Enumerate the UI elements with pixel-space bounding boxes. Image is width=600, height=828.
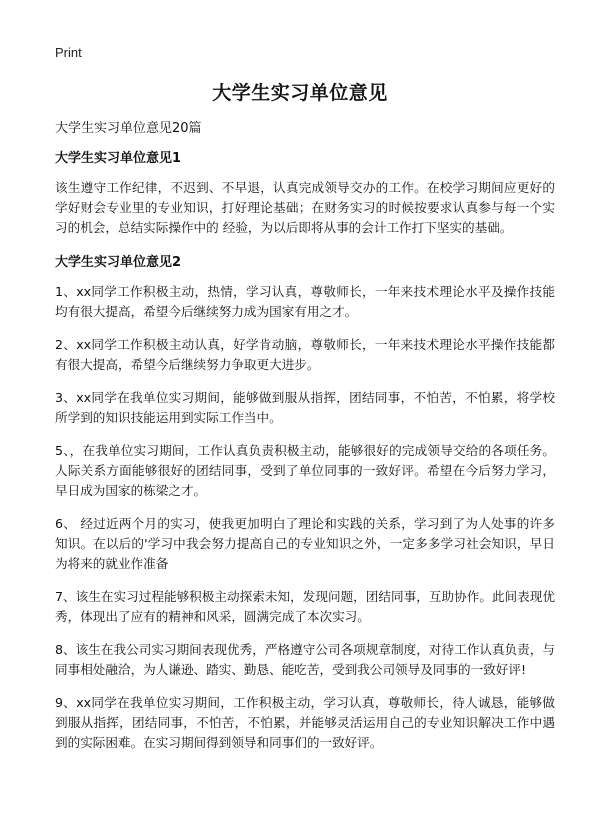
- section-heading: 大学生实习单位意见2: [55, 255, 182, 270]
- paragraph-item-3: 3、xx同学在我单位实习期间，能够做到服从指挥，团结同事，不怕苦，不怕累，将学校所学到的知识技能运用到实际工作当中。: [55, 390, 555, 425]
- section-heading: 大学生实习单位意见1: [55, 151, 182, 166]
- document-body: [55, 120, 555, 766]
- paragraph-item-7: 7、该生在实习过程能够积极主动探索未知，发现问题，团结同事，互助协作。此间表现优秀，体现出了应有的精神和风采，圆满完成了本次实习。: [55, 589, 555, 624]
- paragraph-item-8: 8、该生在我公司实习期间表现优秀，严格遵守公司各项规章制度，对待工作认真负责，与同事相处融洽，为人谦逊、踏实、勤恳、能吃苦，受到我公司领导及同事的一致好评!: [55, 642, 555, 677]
- paragraph-item-2: 2、xx同学工作积极主动认真，好学肯动脑，尊敬师长，一年来技术理论水平操作技能都有很大提高，希望今后继续努力争取更大进步。: [55, 337, 555, 372]
- document-title: 大学生实习单位意见: [212, 82, 388, 104]
- paragraph: 该生遵守工作纪律，不迟到、不早退，认真完成领导交办的工作。在校学习期间应更好的学好财会专业里的专业知识，打好理论基础；在财务实习的时候按要求认真参与每一个实习的机会，总结实际操作中的 经验，为以后即将从事的会计工作打下坚实的基础。: [55, 180, 555, 235]
- section-1: [55, 150, 555, 238]
- paragraph-item-6: 6、 经过近两个月的实习，使我更加明白了理论和实践的关系，学习到了为人处事的许多知识。在以后的'学习中我会努力提高自己的专业知识之外，一定多多学习社会知识，早日为将来的就业作准备: [55, 516, 555, 571]
- paragraph-item-9: 9、xx同学在我单位实习期间，工作积极主动，学习认真，尊敬师长，待人诚恳，能够做到服从指挥，团结同事，不怕苦，不怕累，并能够灵活运用自己的专业知识解决工作中遇到的实际困难。在实习期间得到领导和同事们的一致好评。: [55, 695, 555, 750]
- print-link[interactable]: Print: [55, 45, 82, 60]
- document-subtitle: 大学生实习单位意见20篇: [55, 121, 202, 136]
- section-2: [55, 254, 555, 753]
- paragraph-item-1: 1、xx同学工作积极主动，热情，学习认真，尊敬师长，一年来技术理论水平及操作技能均有很大提高，希望今后继续努力成为国家有用之才。: [55, 284, 555, 319]
- paragraph-item-5: 5、，在我单位实习期间，工作认真负责积极主动，能够很好的完成领导交给的各项任务。人际关系方面能够很好的团结同事，受到了单位同事的一致好评。希望在今后努力学习，早日成为国家的栋梁之才。: [55, 443, 555, 498]
